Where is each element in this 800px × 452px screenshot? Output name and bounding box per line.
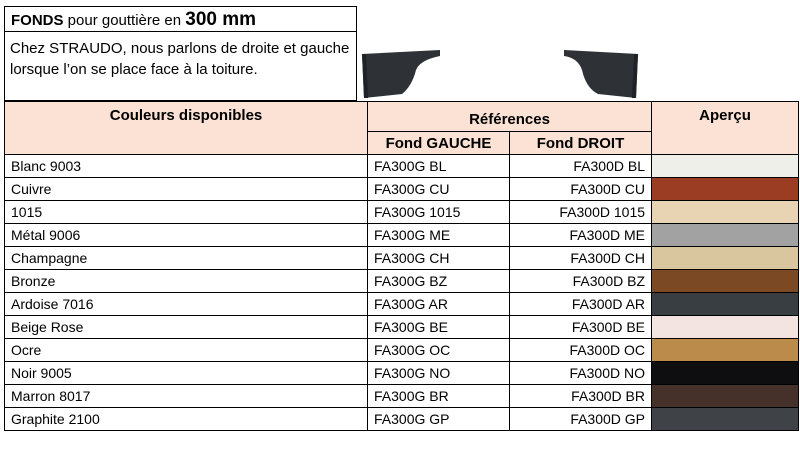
subheader-right: Fond DROIT	[510, 132, 652, 155]
title-middle: pour gouttière en	[67, 12, 182, 29]
color-swatch	[652, 316, 799, 339]
color-name-cell: 1015	[5, 201, 368, 224]
ref-right-cell: FA300D NO	[510, 362, 652, 385]
title-box	[4, 6, 357, 32]
ref-left-cell: FA300G NO	[368, 362, 510, 385]
color-swatch	[652, 385, 799, 408]
color-swatch	[652, 270, 799, 293]
ref-right-cell: FA300D ME	[510, 224, 652, 247]
intro-box	[4, 32, 357, 101]
color-name-cell: Ocre	[5, 339, 368, 362]
header-preview: Aperçu	[652, 102, 799, 155]
ref-left-cell: FA300G GP	[368, 408, 510, 431]
color-swatch	[652, 247, 799, 270]
ref-left-cell: FA300G CH	[368, 247, 510, 270]
color-swatch	[652, 224, 799, 247]
color-name-cell: Noir 9005	[5, 362, 368, 385]
table-row	[5, 293, 799, 316]
table-row	[5, 408, 799, 431]
table-row	[5, 247, 799, 270]
ref-left-cell: FA300G BZ	[368, 270, 510, 293]
color-swatch	[652, 201, 799, 224]
color-swatch	[652, 178, 799, 201]
table-row	[5, 316, 799, 339]
title-bold: FONDS	[11, 12, 64, 29]
color-name-cell: Cuivre	[5, 178, 368, 201]
table-row	[5, 178, 799, 201]
table-row	[5, 224, 799, 247]
ref-right-cell: FA300D BZ	[510, 270, 652, 293]
header-refs: Références	[368, 102, 652, 132]
gutter-end-cap-left-icon	[362, 50, 442, 102]
gutter-end-cap-right-icon	[562, 50, 638, 102]
ref-left-cell: FA300G BE	[368, 316, 510, 339]
color-name-cell: Beige Rose	[5, 316, 368, 339]
color-name-cell: Bronze	[5, 270, 368, 293]
color-name-cell: Blanc 9003	[5, 155, 368, 178]
ref-right-cell: FA300D BR	[510, 385, 652, 408]
ref-left-cell: FA300G ME	[368, 224, 510, 247]
table-row	[5, 362, 799, 385]
table-row	[5, 385, 799, 408]
ref-right-cell: FA300D OC	[510, 339, 652, 362]
ref-right-cell: FA300D CU	[510, 178, 652, 201]
table-row	[5, 270, 799, 293]
table-row	[5, 155, 799, 178]
header-colors: Couleurs disponibles	[5, 102, 368, 155]
ref-right-cell: FA300D GP	[510, 408, 652, 431]
color-name-cell: Graphite 2100	[5, 408, 368, 431]
intro-text: Chez STRAUDO, nous parlons de droite et gauche lorsque l’on se place face à la toiture.	[10, 40, 350, 78]
ref-left-cell: FA300G CU	[368, 178, 510, 201]
colors-table	[4, 101, 799, 431]
color-swatch	[652, 339, 799, 362]
ref-right-cell: FA300D CH	[510, 247, 652, 270]
ref-left-cell: FA300G BR	[368, 385, 510, 408]
title-size: 300 mm	[185, 9, 257, 30]
ref-left-cell: FA300G BL	[368, 155, 510, 178]
ref-left-cell: FA300G OC	[368, 339, 510, 362]
color-swatch	[652, 408, 799, 431]
color-name-cell: Marron 8017	[5, 385, 368, 408]
subheader-left: Fond GAUCHE	[368, 132, 510, 155]
ref-right-cell: FA300D 1015	[510, 201, 652, 224]
color-swatch	[652, 293, 799, 316]
ref-right-cell: FA300D AR	[510, 293, 652, 316]
color-swatch	[652, 362, 799, 385]
ref-right-cell: FA300D BE	[510, 316, 652, 339]
table-row	[5, 201, 799, 224]
table-row	[5, 339, 799, 362]
page-title	[11, 9, 256, 31]
color-name-cell: Ardoise 7016	[5, 293, 368, 316]
color-swatch	[652, 155, 799, 178]
ref-right-cell: FA300D BL	[510, 155, 652, 178]
color-name-cell: Champagne	[5, 247, 368, 270]
ref-left-cell: FA300G 1015	[368, 201, 510, 224]
color-name-cell: Métal 9006	[5, 224, 368, 247]
ref-left-cell: FA300G AR	[368, 293, 510, 316]
